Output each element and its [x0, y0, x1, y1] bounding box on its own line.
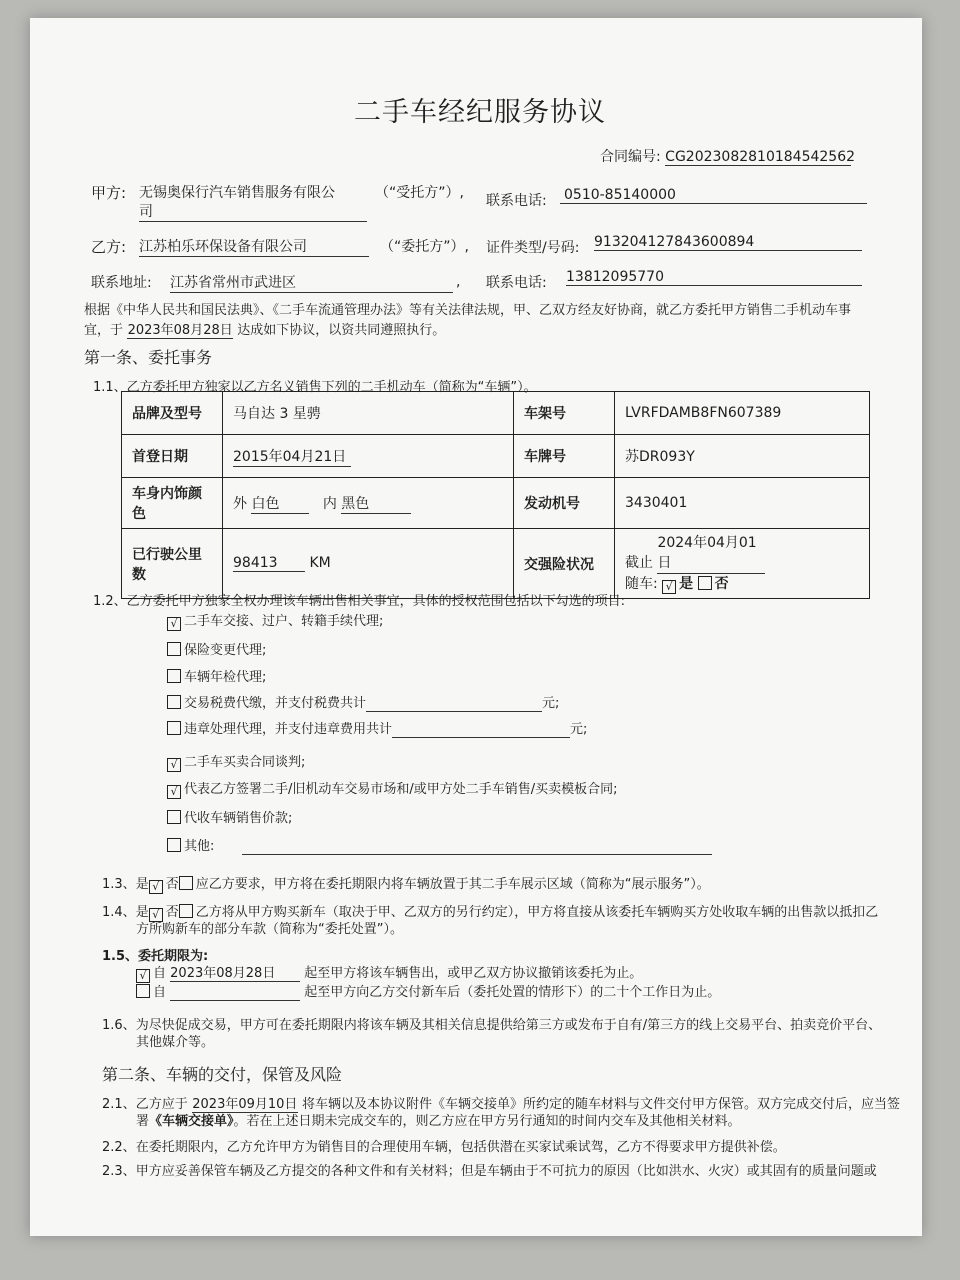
option-8[interactable]: 代收车辆销售价款;	[167, 807, 292, 826]
checkbox[interactable]	[167, 695, 181, 709]
clause-1-3-yes-checkbox[interactable]: √	[149, 880, 163, 894]
vehicle-table	[121, 391, 870, 599]
option-5[interactable]: 违章处理代理，并支付违章费用共计 元;	[167, 718, 587, 738]
clause-2-1: 2.1、乙方应于 2023年09月10日 将车辆以及本协议附件《车辆交接单》所约定的随车材料与文件交付甲方保管。双方完成交付后，应当签	[102, 1093, 900, 1113]
option-7[interactable]: √ 代表乙方签署二手/旧机动车交易市场和/或甲方处二手车销售/买卖模板合同;	[167, 778, 618, 799]
party-b-address-comma: ,	[456, 274, 461, 290]
checkbox[interactable]	[167, 642, 181, 656]
party-a-phone-label: 联系电话:	[486, 193, 547, 209]
party-a-name-line2: 司	[139, 201, 367, 222]
violation-amount-field[interactable]	[392, 722, 570, 738]
vin-value: LVRFDAMB8FN607389	[615, 392, 870, 435]
party-b-id: 913204127843600894	[594, 234, 862, 251]
clause-2-3: 2.3、甲方应妥善保管车辆及乙方提交的各种文件和有关材料；但是车辆由于不可抗力的原因（比如洪水、火灾）或其固有的质量问题或	[102, 1164, 877, 1179]
contract-number-label: 合同编号:	[600, 149, 661, 165]
article-1-title: 第一条、委托事务	[84, 348, 213, 367]
clause-1-4: 1.4、是 √ 否 乙方将从甲方购买新车（取决于甲、乙双方的另行约定），甲方将直接从该委托车辆购买方处收取车辆的出售款以抵扣乙	[102, 905, 879, 921]
insurance-label: 交强险状况	[514, 529, 615, 599]
party-b-phone-label: 联系电话:	[486, 275, 547, 291]
exterior-color: 白色	[251, 493, 309, 514]
checkbox[interactable]	[136, 984, 150, 998]
brand-label: 品牌及型号	[122, 392, 223, 435]
party-a-label: 甲方:	[91, 184, 127, 202]
term-option-1[interactable]: √ 自 2023年08月28日 起至甲方将该车辆售出，或甲乙双方协议撤销该委托为止。	[136, 962, 642, 983]
table-row	[122, 392, 870, 435]
checkbox[interactable]: √	[167, 617, 181, 631]
clause-1-6-line2: 其他媒介等。	[136, 1035, 215, 1050]
term-start-date: 2023年08月28日	[170, 962, 300, 982]
other-field[interactable]	[242, 839, 712, 855]
brand-value: 马自达 3 星骋	[223, 392, 514, 435]
term-option-2[interactable]: 自 起至甲方向乙方交付新车后（委托处置的情形下）的二十个工作日为止。	[136, 981, 720, 1001]
party-b-role: （“委托方”）,	[380, 239, 469, 255]
clause-1-2: 1.2、乙方委托甲方独家全权办理该车辆出售相关事宜，具体的授权范围包括以下勾选的项目:	[93, 594, 626, 609]
checkbox[interactable]: √	[167, 758, 181, 772]
intro-line2: 宜，于 2023年08月28日 达成如下协议，以资共同遵照执行。	[84, 319, 445, 339]
engine-label: 发动机号	[514, 478, 615, 529]
checkbox[interactable]	[167, 669, 181, 683]
party-b-id-label: 证件类型/号码:	[486, 240, 580, 256]
option-9[interactable]: 其他:	[167, 835, 712, 855]
party-b-address: 江苏省常州市武进区	[170, 272, 453, 293]
party-b-name: 江苏柏乐环保设备有限公司	[139, 236, 369, 257]
checkbox[interactable]	[167, 810, 181, 824]
insurance-no-checkbox[interactable]	[698, 576, 712, 590]
party-b-label: 乙方:	[91, 238, 127, 256]
term-option-2-date[interactable]	[170, 985, 300, 1001]
clause-1-3-no-checkbox[interactable]	[179, 876, 193, 890]
party-a-role: （“受托方”）,	[375, 185, 464, 201]
reg-date-value: 2015年04月21日	[233, 446, 351, 467]
contract-number	[600, 146, 856, 166]
clause-1-4-line2: 方所购新车的部分车款（简称为“委托处置”）。	[136, 922, 403, 937]
table-row	[122, 435, 870, 478]
interior-color: 黑色	[341, 493, 411, 514]
party-b-address-label: 联系地址:	[91, 275, 152, 291]
mileage-value: 98413	[233, 555, 305, 572]
option-2[interactable]: 保险变更代理;	[167, 639, 266, 658]
party-a-name-line1: 无锡奥保行汽车销售服务有限公	[139, 185, 335, 201]
option-3[interactable]: 车辆年检代理;	[167, 666, 266, 685]
tax-amount-field[interactable]	[366, 696, 542, 712]
article-2-title: 第二条、车辆的交付，保管及风险	[102, 1065, 343, 1084]
party-b-phone: 13812095770	[566, 269, 862, 286]
plate-value: 苏DR093Y	[615, 435, 870, 478]
delivery-date: 2023年09月10日	[192, 1093, 298, 1113]
clause-1-4-yes-checkbox[interactable]: √	[149, 908, 163, 922]
clause-2-2: 2.2、在委托期限内，乙方允许甲方为销售目的合理使用车辆，包括供潜在买家试乘试驾，乙方不得要求甲方提供补偿。	[102, 1140, 786, 1155]
clause-1-5-title: 1.5、委托期限为:	[102, 949, 209, 964]
vin-label: 车架号	[514, 392, 615, 435]
clause-2-1-line2: 署《车辆交接单》。若在上述日期未完成交车的，则乙方应在甲方另行通知的时间内交车及其他相关材料。	[136, 1114, 741, 1129]
intro-date: 2023年08月28日	[127, 319, 233, 339]
checkbox[interactable]	[167, 838, 181, 852]
option-1[interactable]: √ 二手车交接、过户、转籍手续代理;	[167, 610, 383, 631]
clause-1-3: 1.3、是 √ 否 应乙方要求，甲方将在委托期限内将车辆放置于其二手车展示区域（简称为“展示服务”）。	[102, 877, 710, 893]
party-a-phone: 0510-85140000	[560, 187, 867, 204]
engine-value: 3430401	[615, 478, 870, 529]
checkbox[interactable]: √	[167, 785, 181, 799]
reg-date-label: 首登日期	[122, 435, 223, 478]
clause-1-1: 1.1、乙方委托甲方独家以乙方名义销售下列的二手机动车（简称为“车辆”）。	[93, 380, 537, 395]
option-4[interactable]: 交易税费代缴，并支付税费共计 元;	[167, 692, 559, 712]
contract-number-value: CG2023082810184542562	[665, 149, 856, 165]
clause-1-4-no-checkbox[interactable]	[179, 904, 193, 918]
insurance-yes-checkbox[interactable]: √	[662, 580, 676, 594]
clause-1-6: 1.6、为尽快促成交易，甲方可在委托期限内将该车辆及其相关信息提供给第三方或发布于自有/第三方的线上交易平台、拍卖竞价平台、	[102, 1018, 882, 1033]
option-6[interactable]: √ 二手车买卖合同谈判;	[167, 751, 305, 772]
table-row: 已行驶公里数 98413 KM 交强险状况 截止 2024年04月01日 随车: √ 是 否	[122, 529, 870, 599]
table-row: 车身内饰颜色 外 白色 内 黑色 发动机号 3430401	[122, 478, 870, 529]
color-label: 车身内饰颜色	[122, 478, 223, 529]
intro-line1: 根据《中华人民共和国民法典》、《二手车流通管理办法》等有关法律法规，甲、乙双方经友好协商，就乙方委托甲方销售二手机动车事	[84, 303, 852, 318]
checkbox[interactable]: √	[136, 969, 150, 983]
plate-label: 车牌号	[514, 435, 615, 478]
insurance-until: 2024年04月01日	[657, 533, 765, 574]
mileage-label: 已行驶公里数	[122, 529, 223, 599]
page-title: 二手车经纪服务协议	[354, 97, 606, 128]
checkbox[interactable]	[167, 721, 181, 735]
